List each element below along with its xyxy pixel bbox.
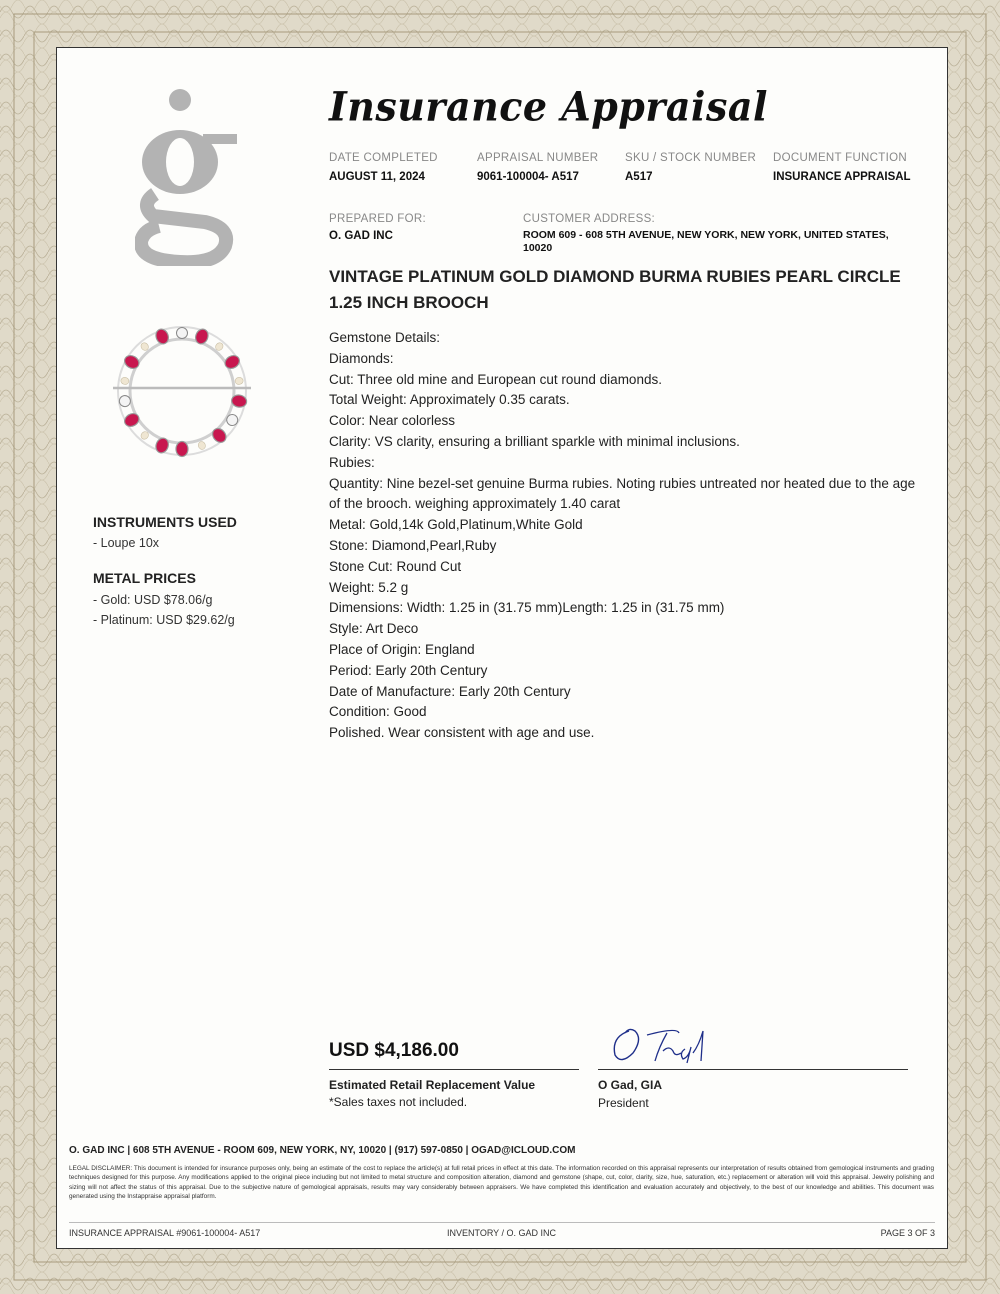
ruby-stone [176, 442, 188, 457]
metal-price-gold: - Gold: USD $78.06/g [93, 593, 213, 607]
customer-address-value: ROOM 609 - 608 5TH AVENUE, NEW YORK, NEW YORK, UNITED STATES, 10020 [523, 229, 889, 254]
detail-line: Stone: Diamond,Pearl,Ruby [329, 537, 497, 553]
sku-number-label: SKU / STOCK NUMBER [625, 152, 757, 164]
signer-name: O Gad, GIA [598, 1078, 663, 1092]
date-completed-value: AUGUST 11, 2024 [329, 171, 425, 183]
footer-inventory: INVENTORY / O. GAD INC [447, 1228, 557, 1238]
date-completed-label: DATE COMPLETED [329, 152, 438, 164]
prepared-for-value: O. GAD INC [329, 230, 393, 242]
value-divider [329, 1069, 579, 1070]
customer-address-label: CUSTOMER ADDRESS: [523, 213, 656, 225]
detail-line: Period: Early 20th Century [329, 662, 488, 678]
appraised-value: USD $4,186.00 [329, 1040, 459, 1061]
detail-line: Polished. Wear consistent with age and use. [329, 725, 595, 741]
ruby-stone [223, 353, 242, 371]
detail-line: Diamonds: [329, 350, 394, 366]
detail-line: Clarity: VS clarity, ensuring a brilliant sparkle with minimal inclusions. [329, 433, 740, 449]
ruby-stone [194, 327, 210, 345]
instruments-heading: INSTRUMENTS USED [93, 514, 237, 530]
detail-line: Place of Origin: England [329, 641, 475, 657]
signer-role: President [598, 1096, 649, 1110]
detail-line: Style: Art Deco [329, 621, 419, 637]
certificate-panel [56, 47, 948, 1249]
detail-line: Quantity: Nine bezel-set genuine Burma rubies. Noting rubies untreated nor heated due to the age of the brooch. weighing approximately 1.40 carat [329, 475, 916, 512]
document-function [773, 152, 933, 184]
document-function-value: INSURANCE APPRAISAL [773, 171, 911, 183]
pearl-stone [120, 377, 129, 385]
detail-line: Dimensions: Width: 1.25 in (31.75 mm)Length: 1.25 in (31.75 mm) [329, 600, 725, 616]
detail-line: Date of Manufacture: Early 20th Century [329, 683, 571, 699]
signature-divider [598, 1069, 908, 1070]
footer-appraisal-ref: INSURANCE APPRAISAL #9061-100004- A517 [69, 1228, 261, 1238]
ruby-stone [122, 353, 141, 371]
footer-page-number: PAGE 3 OF 3 [880, 1228, 935, 1238]
detail-line: Total Weight: Approximately 0.35 carats. [329, 392, 570, 408]
customer-address [523, 213, 893, 255]
pearl-stone [197, 441, 206, 451]
appraisal-number-value: 9061-100004- A517 [477, 171, 579, 183]
gemstone-details [329, 328, 919, 744]
ruby-stone [154, 327, 170, 345]
ruby-stone [210, 426, 229, 445]
brooch-image [107, 316, 257, 466]
detail-line: Metal: Gold,14k Gold,Platinum,White Gold [329, 517, 583, 533]
prepared-for-label: PREPARED FOR: [329, 213, 426, 225]
value-label: Estimated Retail Replacement Value [329, 1078, 536, 1092]
detail-line: Condition: Good [329, 704, 427, 720]
metal-prices-heading: METAL PRICES [93, 570, 196, 586]
pearl-stone [235, 377, 244, 385]
metal-price-platinum: - Platinum: USD $29.62/g [93, 613, 235, 627]
legal-disclaimer: LEGAL DISCLAIMER: This document is intended for insurance purposes only, being an estimate of the cost to replace the article(s) at full retail prices in effect at this date. The information recorded on this appraisal represents our interpretation of results obtained from gemological instruments and grading techniques designed for this purpose. Any modifications applied to the original piece including but not limited to metal structure and composition alteration, diamond and gemstone (shape, cut, color, clarity, size, hue, saturation, etc.) replacement or alteration will void this appraisal. Jewelry polishing and sizing will not affect the status of this appraisal. Due to the subjective nature of gemological appraisals, results may vary considerably between appraisers. We have completed this identification and evaluation accurately and objectively, to the best of our knowledge and abilities. This document was generated using the Instappraise appraisal platform. [69, 1165, 934, 1200]
date-completed [329, 152, 469, 184]
ruby-stone [122, 411, 141, 429]
appraisal-number [477, 152, 617, 184]
prepared-for [329, 213, 509, 243]
company-logo [135, 86, 245, 266]
instrument-item: - Loupe 10x [93, 536, 160, 550]
appraisal-number-label: APPRAISAL NUMBER [477, 152, 599, 164]
sku-number [625, 152, 765, 184]
detail-line: Gemstone Details: [329, 330, 441, 345]
ruby-stone [154, 436, 170, 454]
tax-note: *Sales taxes not included. [329, 1095, 468, 1109]
document-title: Insurance Appraisal [329, 82, 768, 131]
detail-line: Weight: 5.2 g [329, 579, 409, 595]
detail-line: Cut: Three old mine and European cut round diamonds. [329, 371, 662, 387]
detail-line: Stone Cut: Round Cut [329, 558, 462, 574]
document-function-label: DOCUMENT FUNCTION [773, 152, 907, 164]
company-info: O. GAD INC | 608 5TH AVENUE - ROOM 609, NEW YORK, NY, 10020 | (917) 597-0850 | OGAD@ICLOUD.COM [69, 1145, 576, 1156]
sku-number-value: A517 [625, 171, 653, 183]
detail-line: Rubies: [329, 454, 375, 470]
diamond-stone [177, 328, 188, 339]
item-heading: VINTAGE PLATINUM GOLD DIAMOND BURMA RUBIES PEARL CIRCLE 1.25 INCH BROOCH [329, 267, 901, 312]
signature-image [607, 1023, 717, 1067]
footer-divider [69, 1222, 935, 1223]
detail-line: Color: Near colorless [329, 413, 456, 429]
